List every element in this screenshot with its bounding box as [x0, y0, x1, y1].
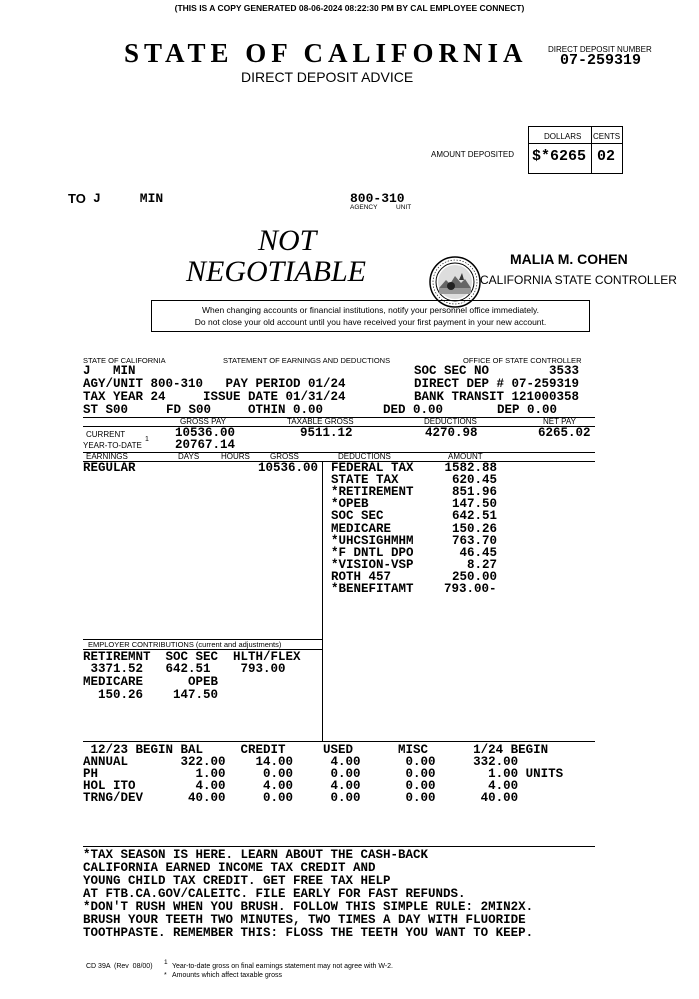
current-deductions: 4270.98 — [425, 426, 478, 440]
state-title: STATE OF CALIFORNIA — [124, 38, 528, 68]
deduction-amount: 620.45 — [451, 473, 497, 488]
message-line: YOUNG CHILD TAX CREDIT. GET FREE TAX HELP — [83, 874, 391, 888]
message-line: *DON'T RUSH WHEN YOU BRUSH. FOLLOW THIS SIMPLE RULE: 2MIN2X. — [83, 900, 534, 914]
not-negotiable-line2: NEGOTIABLE — [186, 255, 366, 288]
taxable-gross-label: TAXABLE GROSS — [287, 417, 354, 426]
employer-line2: 3371.52 642.51 793.00 — [83, 662, 286, 676]
dd-number-label: DIRECT DEPOSIT NUMBER — [548, 45, 652, 54]
column-divider — [322, 461, 323, 741]
controller-name: MALIA M. COHEN — [510, 251, 628, 267]
not-negotiable-line1: NOT — [258, 224, 317, 257]
message-line: TOOTHPASTE. REMEMBER THIS: FLOSS THE TEETH YOU WANT TO KEEP. — [83, 926, 534, 940]
deduction-name: *F DNTL DPO — [331, 545, 414, 560]
ytd-label: YEAR-TO-DATE — [83, 441, 142, 450]
statement-left-header: STATE OF CALIFORNIA — [83, 356, 166, 365]
current-gross: 10536.00 — [175, 426, 236, 440]
employer-line3: MEDICARE OPEB — [83, 675, 219, 689]
amount-cents: 02 — [597, 148, 616, 165]
message-line: AT FTB.CA.GOV/CALEITC. FILE EARLY FOR FAST REFUNDS. — [83, 887, 466, 901]
deduction-amount: 851.96 — [451, 485, 497, 500]
to-label: TO — [68, 191, 86, 206]
payee-name: J MIN — [93, 191, 164, 206]
deduction-amount: 763.70 — [451, 533, 497, 548]
employer-line4: 150.26 147.50 — [83, 688, 219, 702]
controller-title: CALIFORNIA STATE CONTROLLER — [480, 273, 677, 287]
statement-center-header: STATEMENT OF EARNINGS AND DEDUCTIONS — [223, 356, 391, 365]
earnings-row-name: REGULAR — [83, 461, 136, 475]
footnote-1: Year-to-date gross on final earnings statement may not agree with W-2. — [172, 963, 394, 970]
statement-right-header: OFFICE OF STATE CONTROLLER — [463, 356, 582, 365]
ded-exemptions: DED 0.00 — [383, 403, 444, 417]
gross-pay-label: GROSS PAY — [180, 417, 226, 426]
deduction-name: *OPEB — [331, 497, 369, 512]
deduction-name: SOC SEC — [331, 509, 384, 524]
employer-line1: RETIREMNT SOC SEC HLTH/FLEX — [83, 650, 301, 664]
message-line: BRUSH YOUR TEETH TWO MINUTES, TWO TIMES A DAY WITH FLUORIDE — [83, 913, 526, 927]
othin: OTHIN 0.00 — [248, 403, 324, 417]
direct-dep-number: DIRECT DEP # 07-259319 — [414, 377, 580, 391]
copy-notice: (THIS IS A COPY GENERATED 08-06-2024 08:22:30 PM BY CAL EMPLOYEE CONNECT) — [174, 3, 525, 13]
st-code: ST S00 — [83, 403, 129, 417]
dep-exemptions: DEP 0.00 — [497, 403, 558, 417]
form-id: CD 39A (Rev 08/00) — [86, 963, 153, 970]
ytd-gross: 20767.14 — [175, 438, 236, 452]
deduction-amount: 642.51 — [451, 509, 497, 524]
unit-label: UNIT — [396, 204, 412, 211]
bank-transit: BANK TRANSIT 121000358 — [414, 390, 580, 404]
dollars-label: DOLLARS — [544, 132, 582, 141]
footnote-superscript: 1 — [164, 959, 168, 966]
agy-pay-period: AGY/UNIT 800-310 PAY PERIOD 01/24 — [83, 377, 346, 391]
deduction-amount: 8.27 — [466, 557, 497, 572]
footnote-star: * — [164, 972, 167, 979]
current-label: CURRENT — [86, 430, 126, 439]
current-taxable: 9511.12 — [300, 426, 353, 440]
days-col-header: DAYS — [178, 452, 200, 461]
deduction-name: FEDERAL TAX — [331, 461, 414, 475]
notice-line1: When changing accounts or financial institutions, notify your personnel office immediately. — [201, 305, 540, 315]
current-net: 6265.02 — [538, 426, 591, 440]
employer-contributions-label: EMPLOYER CONTRIBUTIONS (current and adjustments) — [88, 640, 282, 649]
message-line: *TAX SEASON IS HERE. LEARN ABOUT THE CASH-BACK — [83, 848, 429, 862]
deduction-amount: 250.00 — [451, 569, 497, 584]
california-state-seal-icon — [420, 238, 472, 290]
deduction-name: MEDICARE — [331, 521, 392, 536]
deductions-label: DEDUCTIONS — [424, 417, 477, 426]
message-line: CALIFORNIA EARNED INCOME TAX CREDIT AND — [83, 861, 376, 875]
amount-deposited-label: AMOUNT DEPOSITED — [431, 150, 514, 159]
fd-code: FD S00 — [166, 403, 212, 417]
deduction-name: *RETIREMENT — [331, 485, 414, 500]
deduction-name: STATE TAX — [331, 473, 399, 488]
deduction-name: ROTH 457 — [331, 569, 392, 584]
employee-name: J MIN — [83, 364, 136, 378]
net-pay-label: NET PAY — [543, 417, 576, 426]
deduction-name: *VISION-VSP — [331, 557, 414, 572]
hours-col-header: HOURS — [221, 452, 250, 461]
ytd-superscript: 1 — [145, 436, 149, 443]
deduction-amount: 150.26 — [451, 521, 497, 536]
leave-row: HOL ITO 4.00 4.00 4.00 0.00 4.00 — [83, 779, 519, 793]
leave-row: TRNG/DEV 40.00 0.00 0.00 0.00 40.00 — [83, 791, 519, 805]
soc-sec-no: SOC SEC NO 3533 — [414, 364, 580, 378]
earnings-col-header: EARNINGS — [86, 452, 128, 461]
footnote-2: Amounts which affect taxable gross — [172, 972, 282, 979]
deduction-amount: 793.00- — [444, 582, 497, 596]
deduction-name: *UHCSIGHMHM — [331, 533, 414, 548]
tax-year-issue-date: TAX YEAR 24 ISSUE DATE 01/31/24 — [83, 390, 346, 404]
gross-col-header: GROSS — [270, 452, 299, 461]
notice-line2: Do not close your old account until you have received your first payment in your new account. — [194, 317, 547, 327]
earnings-row-gross: 10536.00 — [258, 461, 319, 475]
leave-row: PH 1.00 0.00 0.00 0.00 1.00 UNITS — [83, 767, 564, 781]
advice-title: DIRECT DEPOSIT ADVICE — [241, 69, 414, 85]
agency-unit: 800-310 — [350, 191, 405, 206]
leave-header: 12/23 BEGIN BAL CREDIT USED MISC 1/24 BEGIN — [83, 743, 549, 757]
leave-row: ANNUAL 322.00 14.00 4.00 0.00 332.00 — [83, 755, 519, 769]
amount-col-header: AMOUNT — [448, 452, 483, 461]
deduction-amount: 147.50 — [451, 497, 497, 512]
amount-dollars: $*6265 — [532, 148, 587, 165]
deduction-amount: 46.45 — [459, 545, 497, 560]
dd-number: 07-259319 — [560, 52, 642, 69]
deduction-name: *BENEFITAMT — [331, 582, 414, 596]
deductions-col-header: DEDUCTIONS — [338, 452, 391, 461]
cents-label: CENTS — [593, 132, 621, 141]
deduction-amount: 1582.88 — [444, 461, 497, 475]
agency-label: AGENCY — [350, 204, 378, 211]
